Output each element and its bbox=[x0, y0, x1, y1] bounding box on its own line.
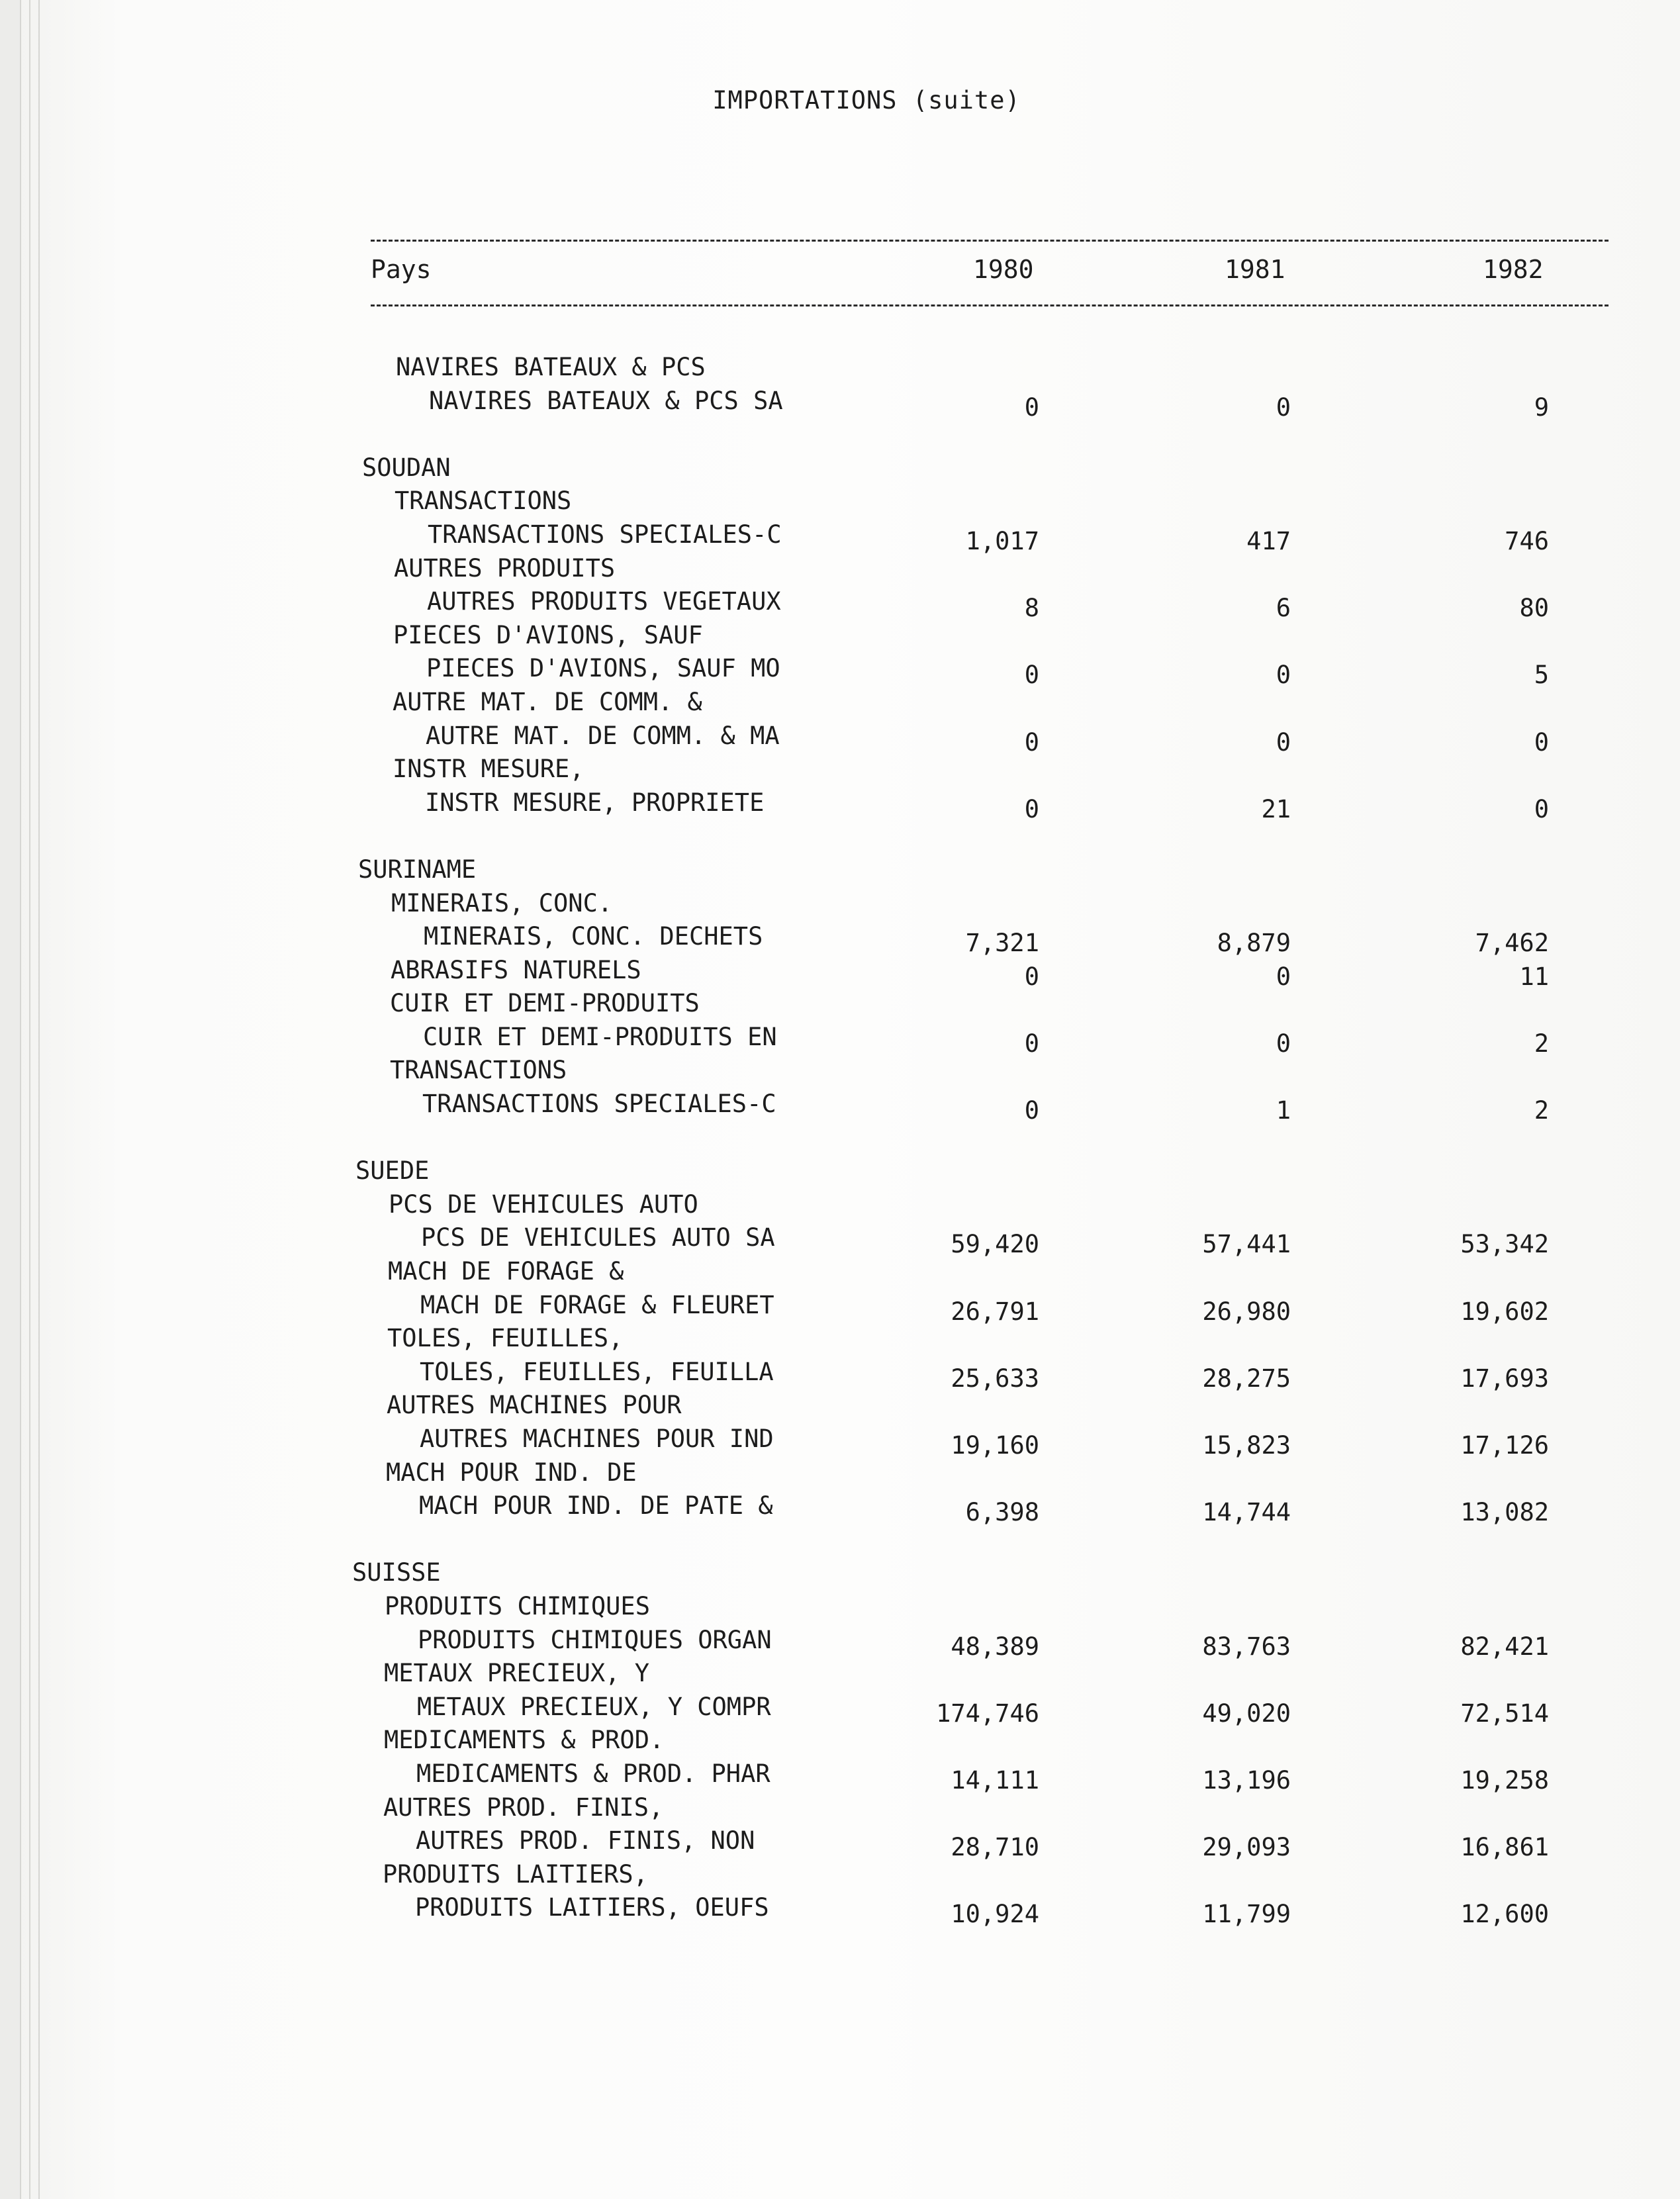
table-row bbox=[0, 1190, 1680, 1224]
product-label: PRODUITS LAITIERS, OEUFS bbox=[415, 1893, 769, 1922]
value-1981: 0 bbox=[1276, 727, 1291, 757]
value-1980: 19,160 bbox=[951, 1431, 1039, 1460]
product-label: AUTRE MAT. DE COMM. & MA bbox=[426, 721, 780, 750]
product-label: PIECES D'AVIONS, SAUF MO bbox=[426, 654, 780, 683]
table-row bbox=[0, 1391, 1680, 1425]
value-1981: 6 bbox=[1276, 594, 1291, 623]
value-1980: 174,746 bbox=[936, 1699, 1039, 1728]
country-row bbox=[0, 855, 1680, 889]
header-top-rule bbox=[371, 240, 1609, 242]
value-1981: 0 bbox=[1276, 1029, 1291, 1058]
value-1982: 17,693 bbox=[1460, 1364, 1549, 1393]
table-row bbox=[0, 1759, 1680, 1793]
value-1982: 0 bbox=[1534, 727, 1549, 757]
table-row bbox=[0, 587, 1680, 621]
value-1981: 11,799 bbox=[1202, 1900, 1291, 1929]
value-1982: 0 bbox=[1534, 794, 1549, 823]
table-row bbox=[0, 1223, 1680, 1257]
table-row bbox=[0, 1491, 1680, 1525]
value-1980: 0 bbox=[1024, 393, 1039, 422]
product-label: ABRASIFS NATURELS bbox=[391, 955, 641, 984]
table-row bbox=[0, 722, 1680, 755]
row-spacer bbox=[0, 1525, 1680, 1559]
product-label: PCS DE VEHICULES AUTO SA bbox=[421, 1223, 775, 1252]
value-1981: 0 bbox=[1276, 962, 1291, 991]
product-label: TRANSACTIONS bbox=[395, 487, 572, 516]
table-row bbox=[0, 1358, 1680, 1391]
table-row bbox=[0, 387, 1680, 420]
table-row bbox=[0, 1291, 1680, 1325]
product-label: TOLES, FEUILLES, FEUILLA bbox=[420, 1357, 774, 1386]
table-row bbox=[0, 1626, 1680, 1660]
product-label: INSTR MESURE, bbox=[393, 755, 584, 784]
product-label: CUIR ET DEMI-PRODUITS EN bbox=[423, 1022, 777, 1051]
value-1981: 0 bbox=[1276, 393, 1291, 422]
table-row bbox=[0, 1693, 1680, 1726]
value-1980: 0 bbox=[1024, 661, 1039, 690]
product-label: TRANSACTIONS SPECIALES-C bbox=[422, 1090, 776, 1119]
product-label: PIECES D'AVIONS, SAUF bbox=[393, 620, 703, 649]
country-label: SOUDAN bbox=[362, 453, 451, 482]
product-label: AUTRES MACHINES POUR IND bbox=[420, 1425, 774, 1453]
row-spacer bbox=[0, 1123, 1680, 1157]
product-label: MEDICAMENTS & PROD. bbox=[384, 1726, 665, 1755]
table-row bbox=[0, 922, 1680, 956]
header-bottom-rule bbox=[371, 304, 1609, 306]
country-label: SUEDE bbox=[355, 1156, 430, 1186]
value-1981: 13,196 bbox=[1202, 1765, 1291, 1795]
product-label: CUIR ET DEMI-PRODUITS bbox=[390, 989, 700, 1018]
value-1982: 5 bbox=[1534, 661, 1549, 690]
table-row bbox=[0, 1826, 1680, 1860]
value-1982: 746 bbox=[1505, 526, 1549, 555]
value-1980: 10,924 bbox=[951, 1900, 1039, 1929]
product-label: PRODUITS LAITIERS, bbox=[383, 1859, 648, 1889]
value-1982: 11 bbox=[1519, 962, 1549, 991]
product-label: NAVIRES BATEAUX & PCS bbox=[396, 353, 706, 381]
value-1980: 48,389 bbox=[951, 1632, 1039, 1661]
table-row bbox=[0, 1893, 1680, 1927]
product-label: MACH DE FORAGE & bbox=[388, 1257, 624, 1286]
table-row bbox=[0, 621, 1680, 655]
table-row bbox=[0, 889, 1680, 923]
value-1980: 0 bbox=[1024, 962, 1039, 991]
header-1980: 1980 bbox=[973, 255, 1034, 284]
value-1980: 7,321 bbox=[965, 929, 1039, 958]
table-row bbox=[0, 688, 1680, 722]
value-1981: 8,879 bbox=[1217, 929, 1291, 958]
page-title: IMPORTATIONS (suite) bbox=[712, 86, 1021, 115]
value-1982: 80 bbox=[1519, 594, 1549, 623]
product-label: AUTRES PRODUITS bbox=[394, 553, 616, 583]
table-row bbox=[0, 1023, 1680, 1056]
value-1981: 417 bbox=[1246, 526, 1291, 555]
product-label: TRANSACTIONS SPECIALES-C bbox=[428, 520, 782, 549]
header-1982: 1982 bbox=[1483, 255, 1544, 284]
import-table bbox=[0, 353, 1680, 1927]
table-row bbox=[0, 1726, 1680, 1759]
table-row bbox=[0, 1257, 1680, 1291]
value-1981: 1 bbox=[1276, 1096, 1291, 1125]
value-1982: 16,861 bbox=[1460, 1833, 1549, 1862]
product-label: TOLES, FEUILLES, bbox=[387, 1324, 624, 1353]
value-1982: 82,421 bbox=[1460, 1632, 1549, 1661]
product-label: AUTRES PROD. FINIS, bbox=[383, 1793, 664, 1822]
value-1980: 25,633 bbox=[951, 1364, 1039, 1393]
product-label: AUTRES PROD. FINIS, NON bbox=[416, 1826, 755, 1855]
row-spacer bbox=[0, 821, 1680, 855]
value-1980: 8 bbox=[1024, 594, 1039, 623]
table-row bbox=[0, 1860, 1680, 1894]
value-1981: 28,275 bbox=[1202, 1364, 1291, 1393]
product-label: AUTRES PRODUITS VEGETAUX bbox=[427, 587, 781, 616]
value-1980: 26,791 bbox=[951, 1297, 1039, 1326]
value-1982: 12,600 bbox=[1460, 1900, 1549, 1929]
value-1981: 83,763 bbox=[1202, 1632, 1291, 1661]
value-1981: 29,093 bbox=[1202, 1833, 1291, 1862]
table-row bbox=[0, 788, 1680, 822]
table-row bbox=[0, 353, 1680, 387]
product-label: METAUX PRECIEUX, Y bbox=[384, 1659, 649, 1688]
product-label: MINERAIS, CONC. DECHETS bbox=[424, 922, 763, 951]
value-1980: 1,017 bbox=[965, 526, 1039, 555]
table-row bbox=[0, 956, 1680, 990]
header-1981: 1981 bbox=[1225, 255, 1285, 284]
product-label: MACH POUR IND. DE PATE & bbox=[419, 1491, 773, 1521]
value-1980: 6,398 bbox=[965, 1498, 1039, 1527]
table-row bbox=[0, 1793, 1680, 1827]
country-label: SURINAME bbox=[358, 855, 477, 884]
table-row bbox=[0, 554, 1680, 588]
value-1981: 21 bbox=[1261, 794, 1291, 823]
value-1981: 57,441 bbox=[1202, 1230, 1291, 1259]
table-row bbox=[0, 1592, 1680, 1626]
product-label: MINERAIS, CONC. bbox=[391, 888, 613, 917]
row-spacer bbox=[0, 420, 1680, 453]
value-1982: 13,082 bbox=[1460, 1498, 1549, 1527]
value-1982: 7,462 bbox=[1475, 929, 1549, 958]
table-row bbox=[0, 1324, 1680, 1358]
value-1981: 0 bbox=[1276, 661, 1291, 690]
table-row bbox=[0, 1425, 1680, 1458]
header-pays: Pays bbox=[371, 255, 432, 284]
table-row bbox=[0, 755, 1680, 788]
value-1982: 19,258 bbox=[1460, 1765, 1549, 1795]
table-row bbox=[0, 1090, 1680, 1123]
table-row bbox=[0, 654, 1680, 688]
table-row bbox=[0, 1659, 1680, 1693]
value-1982: 2 bbox=[1534, 1096, 1549, 1125]
product-label: METAUX PRECIEUX, Y COMPR bbox=[417, 1692, 771, 1721]
product-label: MEDICAMENTS & PROD. PHAR bbox=[416, 1759, 770, 1788]
value-1980: 0 bbox=[1024, 1029, 1039, 1058]
product-label: TRANSACTIONS bbox=[390, 1056, 567, 1085]
value-1980: 0 bbox=[1024, 794, 1039, 823]
value-1981: 14,744 bbox=[1202, 1498, 1291, 1527]
product-label: INSTR MESURE, PROPRIETE bbox=[425, 788, 765, 817]
value-1982: 2 bbox=[1534, 1029, 1549, 1058]
value-1982: 17,126 bbox=[1460, 1431, 1549, 1460]
country-label: SUISSE bbox=[352, 1558, 441, 1587]
value-1981: 49,020 bbox=[1202, 1699, 1291, 1728]
table-row bbox=[0, 487, 1680, 520]
value-1980: 28,710 bbox=[951, 1833, 1039, 1862]
table-row bbox=[0, 1056, 1680, 1090]
product-label: AUTRES MACHINES POUR bbox=[387, 1391, 682, 1420]
table-row bbox=[0, 520, 1680, 554]
value-1980: 0 bbox=[1024, 1096, 1039, 1125]
value-1980: 14,111 bbox=[951, 1765, 1039, 1795]
product-label: MACH POUR IND. DE bbox=[386, 1458, 637, 1487]
value-1982: 72,514 bbox=[1460, 1699, 1549, 1728]
country-row bbox=[0, 1156, 1680, 1190]
product-label: AUTRE MAT. DE COMM. & bbox=[393, 687, 702, 716]
value-1982: 19,602 bbox=[1460, 1297, 1549, 1326]
product-label: PRODUITS CHIMIQUES ORGAN bbox=[418, 1625, 772, 1654]
table-row bbox=[0, 1458, 1680, 1492]
country-row bbox=[0, 1558, 1680, 1592]
value-1982: 53,342 bbox=[1460, 1230, 1549, 1259]
value-1980: 59,420 bbox=[951, 1230, 1039, 1259]
product-label: PCS DE VEHICULES AUTO bbox=[389, 1190, 698, 1219]
table-row bbox=[0, 989, 1680, 1023]
country-row bbox=[0, 453, 1680, 487]
product-label: PRODUITS CHIMIQUES bbox=[385, 1591, 650, 1620]
value-1980: 0 bbox=[1024, 727, 1039, 757]
value-1982: 9 bbox=[1534, 393, 1549, 422]
value-1981: 26,980 bbox=[1202, 1297, 1291, 1326]
product-label: MACH DE FORAGE & FLEURET bbox=[420, 1290, 774, 1319]
product-label: NAVIRES BATEAUX & PCS SA bbox=[429, 386, 783, 415]
value-1981: 15,823 bbox=[1202, 1431, 1291, 1460]
